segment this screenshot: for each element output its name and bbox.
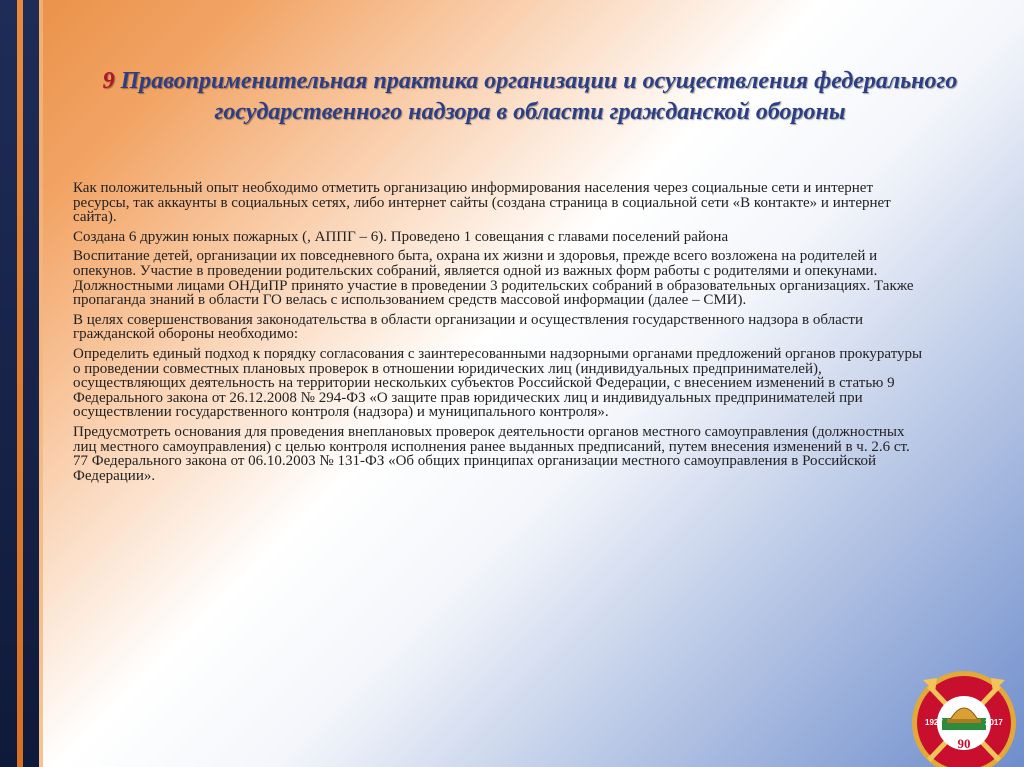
left-stripe-dark [0,0,17,767]
left-stripe-dark-2 [23,0,39,767]
paragraph-6: Предусмотреть основания для проведения внеплановых проверок деятельности органов местного самоуправления (должностных лиц местного самоуправления) с целью контроля исполнения ранее выданных предписаний, путем внесения изменений в ч. 2.6 ст. 77 Федерального закона от 06.10.2003 № 131-ФЗ «Об общих принципах организации местного самоуправления в Российской Федерации». [73,423,910,484]
paragraph-5: Определить единый подход к порядку согласования с заинтересованными надзорными органами предложений органов прокуратуры о проведении совместных плановых проверок в отношении юридических лиц (индивидуальных предпринимателей), осуществляющих деятельность на территории нескольких субъектов Российской Федерации, с внесением изменений в статью 9 Федерального закона от 26.12.2008 № 294-ФЗ «О защите прав юридических лиц и индивидуальных предпринимателей при осуществлении государственного контроля (надзора) и муниципального контроля». [73,345,923,421]
slide-title [70,66,990,128]
title-text: Правоприменительная практика организации и осуществления федерального государственного надзора в области гражданской обороны [120,68,958,125]
title-number-marker: 9 [102,68,115,94]
emblem-anniversary-number: 90 [957,736,971,751]
slide-body [73,181,928,488]
anniversary-emblem [909,668,1019,767]
paragraph-2: Создана 6 дружин юных пожарных (, АППГ – 6). Проведено 1 совещания с главами поселений района [73,228,729,245]
paragraph-3: Воспитание детей, организации их повседневного быта, охрана их жизни и здоровья, прежде всего возложена на родителей и опекунов. Участие в проведении родительских собраний, является одной из важных форм работы с родителями и опекунами. Должностными лицами ОНДиПР принято участие в проведении 3 родительских собраний в образовательных организациях. Также пропаганда знаний в области ГО велась с использованием средств массовой информации (далее – СМИ). [73,248,914,309]
paragraph-4: В целях совершенствования законодательства в области организации и осуществления государственного надзора в области гражданской обороны необходимо: [73,311,863,343]
emblem-year-end: 2017 [985,718,1003,727]
paragraph-1: Как положительный опыт необходимо отметить организацию информирования населения через социальные сети и интернет ресурсы, так аккаунты в социальных сетях, либо интернет сайты (создана страница в социальной сети «В контакте» и интернет сайта). [73,180,891,226]
emblem-year-start: 1927 [925,718,943,727]
left-stripe-light [39,0,43,767]
